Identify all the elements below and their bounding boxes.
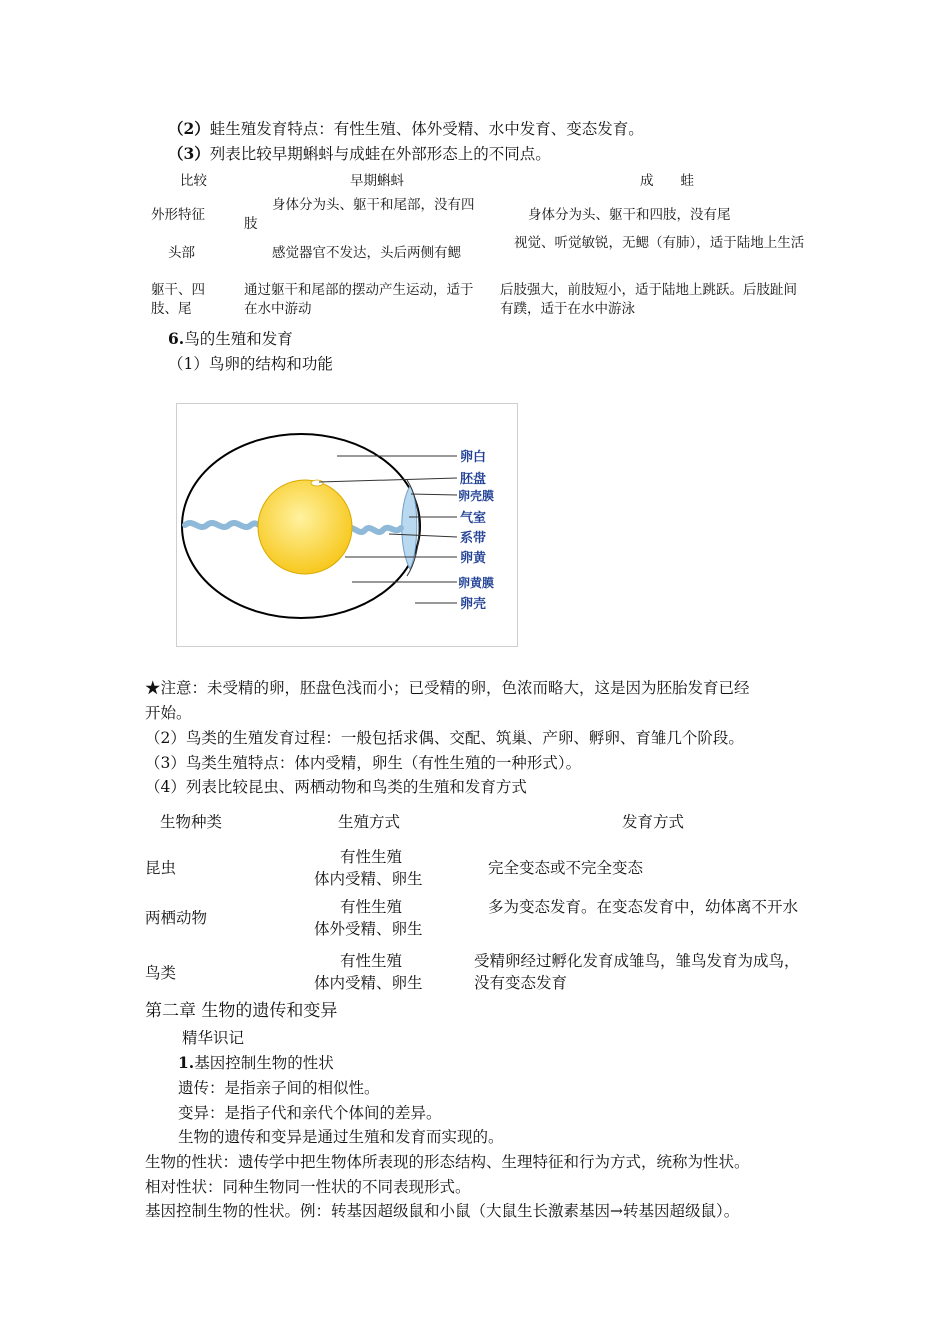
table-header-repro: 生殖方式 [338,813,401,831]
bird-feature-paragraph: （3）鸟类生殖特点：体内受精，卵生（有性生殖的一种形式）。 [145,754,582,772]
label-chalaza: 系带 [460,531,487,546]
chapter-title: 第二章 生物的遗传和变异 [145,1001,338,1021]
table-row-label: 躯干、四肢、尾 [151,282,205,317]
table-header-dev: 发育方式 [622,813,685,831]
bird-process-paragraph: （2）鸟类的生殖发育过程：一般包括求偶、交配、筑巢、产卵、孵卵、育雏几个阶段。 [145,729,744,747]
definition-line: 基因控制生物的性状。例：转基因超级鼠和小鼠（大鼠生长激素基因→转基因超级鼠）。 [145,1202,740,1220]
chalaza-right [347,528,401,532]
table-row-label: 头部 [168,245,195,261]
definition-line: 生物的性状：遗传学中把生物体所表现的形态结构、生理特征和行为方式，统称为性状。 [145,1153,750,1171]
label-shell-membrane: 卵壳膜 [458,489,495,503]
note-text: 注意：未受精的卵，胚盘色浅而小；已受精的卵，色浓而略大，这是因为胚胎发育已经 [160,679,750,697]
frog-feature-paragraph [168,118,644,140]
note-line: 开始。 [145,704,192,722]
table-header-tadpole: 早期蝌蚪 [350,173,404,189]
table-cell-repro: 有性生殖 [340,952,403,970]
note-line [145,677,750,699]
germinal-disc [311,480,323,486]
table-row-label: 两栖动物 [145,909,208,927]
definition-line: 变异：是指子代和亲代个体间的差异。 [178,1104,442,1122]
table-cell-repro: 体内受精、卵生 [314,974,423,992]
table-cell-dev: 完全变态或不完全变态 [488,859,644,877]
egg-diagram [177,404,517,646]
paragraph-number: （3） [168,144,210,163]
label-yolk: 卵黄 [460,551,487,566]
table-row-label: 鸟类 [145,964,177,982]
table2-intro-paragraph: （4）列表比较昆虫、两栖动物和鸟类的生殖和发育方式 [145,778,527,796]
table-header-compare: 比较 [180,173,207,189]
table-intro-paragraph [168,143,551,165]
item-title: 基因控制生物的性状 [194,1054,334,1072]
table-cell-frog: 视觉、听觉敏锐，无鳃（有肺），适于陆地上生活 [514,235,805,251]
table-row-label: 外形特征 [151,207,205,223]
label-air-cell: 气室 [460,511,487,526]
egg-structure-paragraph: （1）鸟卵的结构和功能 [168,355,333,373]
table-header-frog: 成 蛙 [640,173,694,189]
table-cell-repro: 有性生殖 [340,848,403,866]
table-cell-tadpole: 通过躯干和尾部的摆动产生运动，适于在水中游动 [244,282,474,317]
table-cell-tadpole: 身体分为头、躯干和尾部，没有四肢 [244,197,475,232]
section-title: 鸟的生殖和发育 [184,330,293,348]
label-albumen: 卵白 [460,450,487,465]
chapter-subtitle: 精华识记 [182,1029,245,1047]
paragraph-text: 列表比较早期蝌蚪与成蛙在外部形态上的不同点。 [209,145,551,163]
table-header-kind: 生物种类 [160,813,223,831]
table-cell-frog: 后肢强大，前肢短小，适于陆地上跳跃。后肢趾间有蹼，适于在水中游泳 [500,282,797,317]
definition-line: 遗传：是指亲子间的相似性。 [178,1079,380,1097]
section-number: 6. [168,329,185,348]
table-cell-repro: 体外受精、卵生 [314,920,423,938]
chalaza-left [185,523,259,527]
paragraph-number: （2） [168,119,210,138]
label-eggshell: 卵壳 [460,597,487,612]
definition-line: 生物的遗传和变异是通过生殖和发育而实现的。 [178,1128,504,1146]
star-icon: ★ [145,679,161,697]
item-heading [178,1052,334,1074]
paragraph-text: 蛙生殖发育特点：有性生殖、体外受精、水中发育、变态发育。 [209,120,644,138]
table-cell-dev: 受精卵经过孵化发育成雏鸟，雏鸟发育为成鸟，没有变态发育 [474,952,800,992]
table-cell-frog: 身体分为头、躯干和四肢，没有尾 [528,207,731,223]
section-heading [168,328,293,350]
table-cell-repro: 有性生殖 [340,898,403,916]
table-row-label: 昆虫 [145,859,177,877]
table-cell-repro: 体内受精、卵生 [314,870,423,888]
egg-structure-figure [176,403,518,647]
label-vitelline-membrane: 卵黄膜 [458,576,495,590]
table-cell-dev: 多为变态发育。在变态发育中，幼体离不开水 [488,898,799,916]
definition-line: 相对性状：同种生物同一性状的不同表现形式。 [145,1178,471,1196]
item-number: 1. [178,1053,195,1072]
table-cell-tadpole: 感觉器官不发达，头后两侧有鳃 [272,245,461,261]
yolk [258,480,352,574]
label-germinal-disc: 胚盘 [460,472,487,487]
